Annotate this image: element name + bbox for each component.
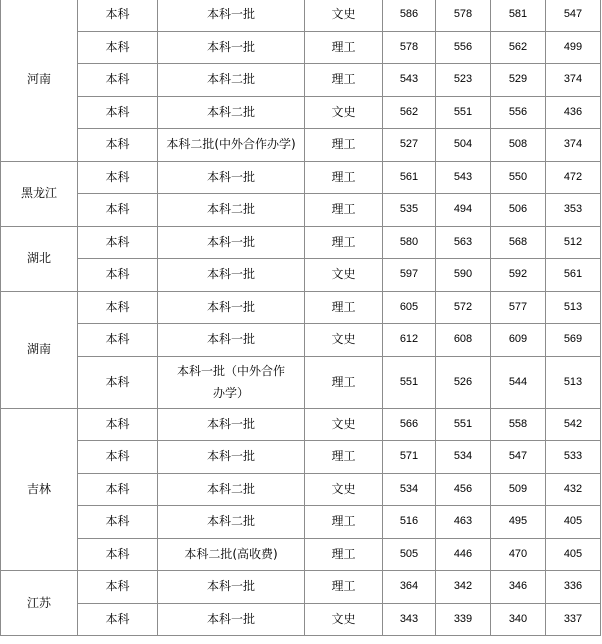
score-cell: 353 xyxy=(546,194,601,227)
score-cell: 578 xyxy=(436,0,491,31)
batch-cell xyxy=(158,356,305,408)
score-cell: 374 xyxy=(546,64,601,97)
score-cell: 572 xyxy=(436,291,491,324)
table-row xyxy=(1,441,601,474)
subject-cell: 文史 xyxy=(305,408,383,441)
score-cell: 612 xyxy=(383,324,436,357)
table-body xyxy=(1,0,601,636)
table-row xyxy=(1,96,601,129)
score-cell: 472 xyxy=(546,161,601,194)
score-cell: 534 xyxy=(436,441,491,474)
score-cell: 343 xyxy=(383,603,436,636)
level-cell: 本科 xyxy=(78,473,158,506)
level-cell: 本科 xyxy=(78,441,158,474)
score-cell: 456 xyxy=(436,473,491,506)
subject-cell: 理工 xyxy=(305,538,383,571)
province-cell: 湖南 xyxy=(1,291,78,408)
table-row xyxy=(1,259,601,292)
score-cell: 568 xyxy=(491,226,546,259)
score-cell: 566 xyxy=(383,408,436,441)
score-cell: 542 xyxy=(546,408,601,441)
score-cell: 336 xyxy=(546,571,601,604)
table-row xyxy=(1,129,601,162)
subject-cell: 理工 xyxy=(305,291,383,324)
score-cell: 337 xyxy=(546,603,601,636)
table-row xyxy=(1,356,601,408)
province-cell: 江苏 xyxy=(1,571,78,636)
score-cell: 592 xyxy=(491,259,546,292)
score-cell: 436 xyxy=(546,96,601,129)
score-cell: 405 xyxy=(546,538,601,571)
score-cell: 551 xyxy=(436,408,491,441)
score-cell: 516 xyxy=(383,506,436,539)
subject-cell: 文史 xyxy=(305,259,383,292)
table-row xyxy=(1,291,601,324)
score-cell: 562 xyxy=(491,31,546,64)
batch-cell: 本科二批 xyxy=(158,96,305,129)
score-cell: 556 xyxy=(436,31,491,64)
score-cell: 563 xyxy=(436,226,491,259)
level-cell: 本科 xyxy=(78,64,158,97)
score-cell: 339 xyxy=(436,603,491,636)
score-cell: 581 xyxy=(491,0,546,31)
province-cell: 黑龙江 xyxy=(1,161,78,226)
score-cell: 506 xyxy=(491,194,546,227)
score-cell: 340 xyxy=(491,603,546,636)
batch-cell: 本科一批 xyxy=(158,571,305,604)
table-row xyxy=(1,161,601,194)
score-cell: 550 xyxy=(491,161,546,194)
score-cell: 346 xyxy=(491,571,546,604)
score-cell: 446 xyxy=(436,538,491,571)
level-cell: 本科 xyxy=(78,571,158,604)
batch-cell: 本科一批 xyxy=(158,441,305,474)
score-cell: 529 xyxy=(491,64,546,97)
score-cell: 543 xyxy=(436,161,491,194)
score-cell: 499 xyxy=(546,31,601,64)
subject-cell: 文史 xyxy=(305,0,383,31)
score-cell: 513 xyxy=(546,291,601,324)
score-cell: 558 xyxy=(491,408,546,441)
score-cell: 608 xyxy=(436,324,491,357)
table-row xyxy=(1,473,601,506)
level-cell: 本科 xyxy=(78,603,158,636)
score-cell: 561 xyxy=(383,161,436,194)
batch-cell: 本科一批 xyxy=(158,31,305,64)
level-cell: 本科 xyxy=(78,506,158,539)
score-cell: 535 xyxy=(383,194,436,227)
score-cell: 609 xyxy=(491,324,546,357)
level-cell: 本科 xyxy=(78,0,158,31)
batch-cell: 本科二批 xyxy=(158,194,305,227)
batch-cell: 本科一批 xyxy=(158,226,305,259)
subject-cell: 文史 xyxy=(305,324,383,357)
subject-cell: 理工 xyxy=(305,161,383,194)
score-cell: 577 xyxy=(491,291,546,324)
score-cell: 463 xyxy=(436,506,491,539)
batch-cell: 本科二批(中外合作办学) xyxy=(158,129,305,162)
score-cell: 494 xyxy=(436,194,491,227)
score-cell: 544 xyxy=(491,356,546,408)
score-cell: 504 xyxy=(436,129,491,162)
score-cell: 508 xyxy=(491,129,546,162)
subject-cell: 文史 xyxy=(305,96,383,129)
table-row xyxy=(1,538,601,571)
table-row xyxy=(1,408,601,441)
score-cell: 527 xyxy=(383,129,436,162)
batch-cell: 本科一批 xyxy=(158,161,305,194)
level-cell: 本科 xyxy=(78,161,158,194)
score-cell: 342 xyxy=(436,571,491,604)
score-cell: 556 xyxy=(491,96,546,129)
level-cell: 本科 xyxy=(78,31,158,64)
batch-cell: 本科二批 xyxy=(158,64,305,97)
score-cell: 405 xyxy=(546,506,601,539)
table-row xyxy=(1,64,601,97)
table-row xyxy=(1,603,601,636)
subject-cell: 理工 xyxy=(305,356,383,408)
score-cell: 569 xyxy=(546,324,601,357)
score-cell: 374 xyxy=(546,129,601,162)
batch-cell: 本科一批 xyxy=(158,291,305,324)
table-row xyxy=(1,571,601,604)
batch-cell: 本科二批(高收费) xyxy=(158,538,305,571)
score-cell: 512 xyxy=(546,226,601,259)
subject-cell: 文史 xyxy=(305,473,383,506)
subject-cell: 理工 xyxy=(305,226,383,259)
subject-cell: 理工 xyxy=(305,31,383,64)
score-cell: 364 xyxy=(383,571,436,604)
table-row xyxy=(1,324,601,357)
score-cell: 495 xyxy=(491,506,546,539)
score-cell: 605 xyxy=(383,291,436,324)
score-cell: 547 xyxy=(546,0,601,31)
subject-cell: 理工 xyxy=(305,441,383,474)
level-cell: 本科 xyxy=(78,226,158,259)
score-cell: 505 xyxy=(383,538,436,571)
level-cell: 本科 xyxy=(78,96,158,129)
batch-cell: 本科二批 xyxy=(158,506,305,539)
score-cell: 432 xyxy=(546,473,601,506)
batch-cell: 本科一批 xyxy=(158,324,305,357)
level-cell: 本科 xyxy=(78,356,158,408)
level-cell: 本科 xyxy=(78,291,158,324)
batch-text: 本科一批（中外合作办学） xyxy=(176,364,285,400)
score-cell: 509 xyxy=(491,473,546,506)
batch-cell: 本科一批 xyxy=(158,408,305,441)
subject-cell: 理工 xyxy=(305,64,383,97)
score-cell: 571 xyxy=(383,441,436,474)
batch-cell: 本科一批 xyxy=(158,603,305,636)
table-row xyxy=(1,506,601,539)
level-cell: 本科 xyxy=(78,324,158,357)
level-cell: 本科 xyxy=(78,259,158,292)
level-cell: 本科 xyxy=(78,129,158,162)
level-cell: 本科 xyxy=(78,538,158,571)
subject-cell: 理工 xyxy=(305,571,383,604)
level-cell: 本科 xyxy=(78,194,158,227)
score-cell: 523 xyxy=(436,64,491,97)
batch-cell: 本科一批 xyxy=(158,259,305,292)
score-cell: 580 xyxy=(383,226,436,259)
province-cell: 吉林 xyxy=(1,408,78,571)
level-cell: 本科 xyxy=(78,408,158,441)
score-cell: 526 xyxy=(436,356,491,408)
batch-cell: 本科二批 xyxy=(158,473,305,506)
score-cell: 590 xyxy=(436,259,491,292)
subject-cell: 理工 xyxy=(305,194,383,227)
table-row xyxy=(1,194,601,227)
score-cell: 470 xyxy=(491,538,546,571)
score-cell: 543 xyxy=(383,64,436,97)
subject-cell: 文史 xyxy=(305,603,383,636)
score-cell: 561 xyxy=(546,259,601,292)
batch-cell: 本科一批 xyxy=(158,0,305,31)
table-row xyxy=(1,31,601,64)
province-cell: 河南 xyxy=(1,0,78,161)
score-cell: 586 xyxy=(383,0,436,31)
score-cell: 551 xyxy=(436,96,491,129)
subject-cell: 理工 xyxy=(305,129,383,162)
score-cell: 578 xyxy=(383,31,436,64)
province-cell: 湖北 xyxy=(1,226,78,291)
table-row xyxy=(1,226,601,259)
score-cell: 551 xyxy=(383,356,436,408)
score-cell: 513 xyxy=(546,356,601,408)
score-cell: 533 xyxy=(546,441,601,474)
table-row xyxy=(1,0,601,31)
subject-cell: 理工 xyxy=(305,506,383,539)
score-cell: 562 xyxy=(383,96,436,129)
score-cell: 534 xyxy=(383,473,436,506)
score-cell: 547 xyxy=(491,441,546,474)
score-cell: 597 xyxy=(383,259,436,292)
